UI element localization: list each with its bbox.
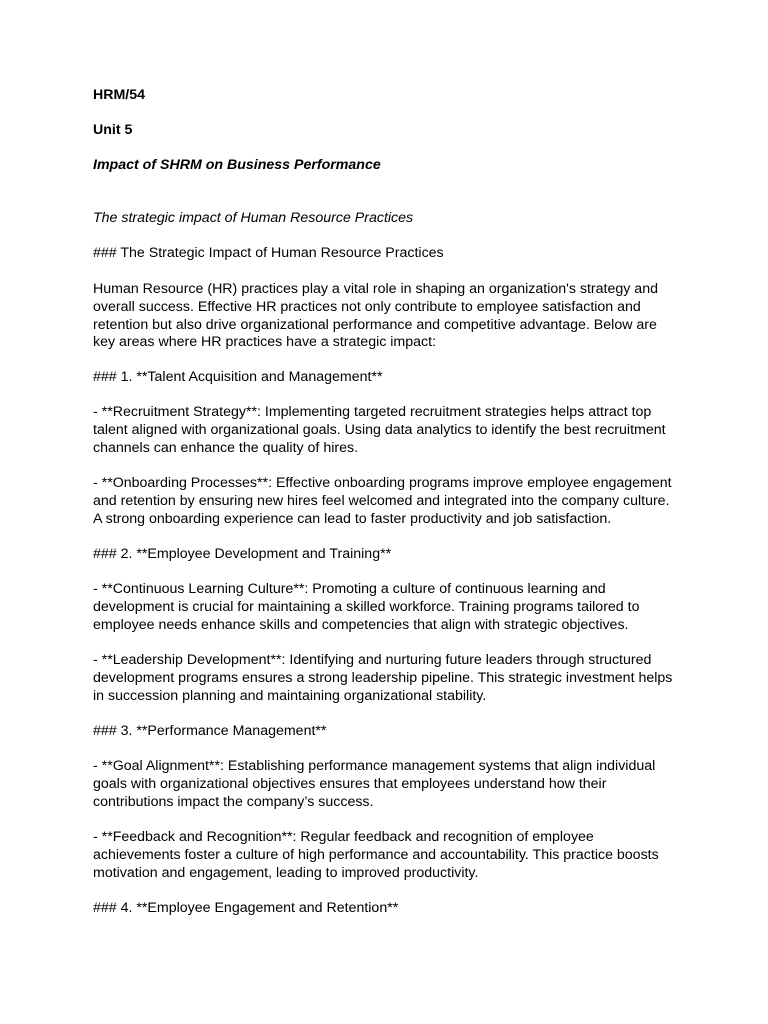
section-heading-1: ### 1. **Talent Acquisition and Management** bbox=[93, 369, 383, 385]
paragraph-line: achievements foster a culture of high performance and accountability. This practice boosts bbox=[93, 846, 659, 863]
paragraph-line: talent aligned with organizational goals. Using data analytics to identify the best recruitment bbox=[93, 421, 666, 438]
paragraph-line: - **Leadership Development**: Identifying and nurturing future leaders through structured bbox=[93, 652, 652, 668]
recruitment-paragraph bbox=[93, 404, 683, 457]
paragraph-line: development programs ensures a strong leadership pipeline. This strategic investment helps bbox=[93, 669, 673, 686]
paragraph-line: - **Continuous Learning Culture**: Promoting a culture of continuous learning and bbox=[93, 581, 606, 597]
section-subtitle: The strategic impact of Human Resource Practices bbox=[93, 210, 414, 226]
paragraph-line: Human Resource (HR) practices play a vital role in shaping an organization's strategy and bbox=[93, 281, 658, 297]
section-heading-4: ### 4. **Employee Engagement and Retention** bbox=[93, 900, 399, 916]
paragraph-line: contributions impact the company’s success. bbox=[93, 793, 374, 810]
paragraph-line: channels can enhance the quality of hires. bbox=[93, 439, 359, 456]
document-title: Impact of SHRM on Business Performance bbox=[93, 157, 381, 173]
onboarding-paragraph bbox=[93, 475, 683, 528]
paragraph-line: key areas where HR practices have a strategic impact: bbox=[93, 334, 437, 351]
paragraph-line: A strong onboarding experience can lead to faster productivity and job satisfaction. bbox=[93, 510, 612, 527]
paragraph-line: - **Recruitment Strategy**: Implementing targeted recruitment strategies helps attract top bbox=[93, 404, 652, 420]
paragraph-line: motivation and engagement, leading to improved productivity. bbox=[93, 864, 479, 881]
goal-alignment-paragraph bbox=[93, 758, 683, 811]
course-code: HRM/54 bbox=[93, 87, 146, 103]
unit-label: Unit 5 bbox=[93, 122, 133, 138]
paragraph-line: - **Feedback and Recognition**: Regular feedback and recognition of employee bbox=[93, 829, 594, 845]
intro-paragraph bbox=[93, 281, 683, 352]
paragraph-line: - **Goal Alignment**: Establishing performance management systems that align individual bbox=[93, 758, 656, 774]
section-heading-3: ### 3. **Performance Management** bbox=[93, 723, 327, 739]
paragraph-line: goals with organizational objectives ensures that employees understand how their bbox=[93, 775, 607, 792]
paragraph-line: and retention by ensuring new hires feel welcomed and integrated into the company culture. bbox=[93, 492, 670, 509]
section-heading-2: ### 2. **Employee Development and Training** bbox=[93, 546, 392, 562]
paragraph-line: development is crucial for maintaining a skilled workforce. Training programs tailored to bbox=[93, 598, 640, 615]
paragraph-line: overall success. Effective HR practices not only contribute to employee satisfaction and bbox=[93, 298, 641, 315]
paragraph-line: retention but also drive organizational performance and competitive advantage. Below are bbox=[93, 316, 657, 333]
continuous-learning-paragraph bbox=[93, 581, 683, 634]
paragraph-line: employee needs enhance skills and competencies that align with strategic objectives. bbox=[93, 616, 629, 633]
main-heading: ### The Strategic Impact of Human Resource Practices bbox=[93, 245, 444, 261]
leadership-paragraph bbox=[93, 652, 683, 705]
feedback-paragraph bbox=[93, 829, 683, 882]
paragraph-line: - **Onboarding Processes**: Effective onboarding programs improve employee engagement bbox=[93, 475, 672, 491]
paragraph-line: in succession planning and maintaining organizational stability. bbox=[93, 687, 487, 704]
